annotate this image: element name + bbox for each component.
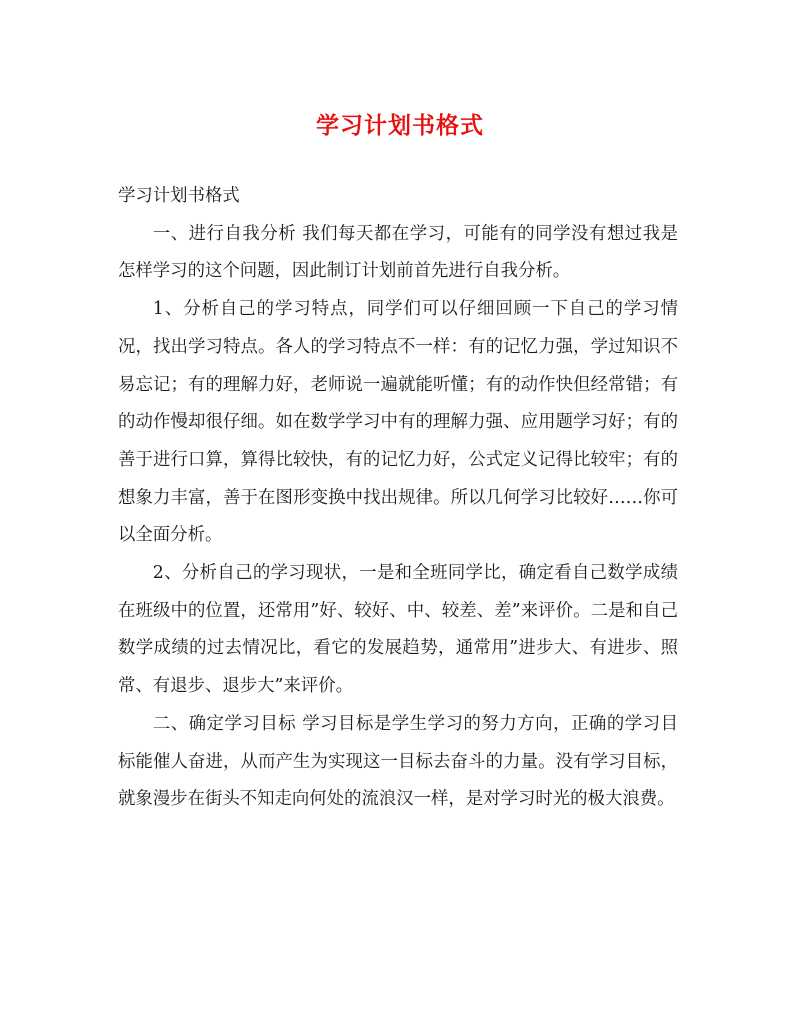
document-subtitle: 学习计划书格式 <box>118 186 240 206</box>
paragraph-learning-status: 2、分析自己的学习现状，一是和全班同学比，确定看自己数学成绩在班级中的位置，还常用”好、较好、中、较差、差”来评价。二是和自己数学成绩的过去情况比，看它的发展趋势，通常用”进步大、有进步、照常、有退步、退步大”来评价。 <box>118 563 678 697</box>
document-title: 学习计划书格式 <box>316 112 484 139</box>
paragraph-learning-goals: 二、确定学习目标 学习目标是学生学习的努力方向，正确的学习目标能催人奋进，从而产生为实现这一目标去奋斗的力量。没有学习目标，就象漫步在街头不知走向何处的流浪汉一样，是对学习时光的极大浪费。 <box>118 713 678 810</box>
paragraph-learning-traits: 1、分析自己的学习特点，同学们可以仔细回顾一下自己的学习情况，找出学习特点。各人的学习特点不一样：有的记忆力强，学过知识不易忘记；有的理解力好，老师说一遍就能听懂；有的动作快但经常错；有的动作慢却很仔细。如在数学学习中有的理解力强、应用题学习好；有的善于进行口算，算得比较快，有的记忆力好，公式定义记得比较牢；有的想象力丰富，善于在图形变换中找出规律。所以几何学习比较好……你可以全面分析。 <box>118 299 678 546</box>
paragraph-self-analysis: 一、进行自我分析 我们每天都在学习，可能有的同学没有想过我是怎样学习的这个问题，因此制订计划前首先进行自我分析。 <box>118 223 678 282</box>
document-body <box>118 178 678 819</box>
